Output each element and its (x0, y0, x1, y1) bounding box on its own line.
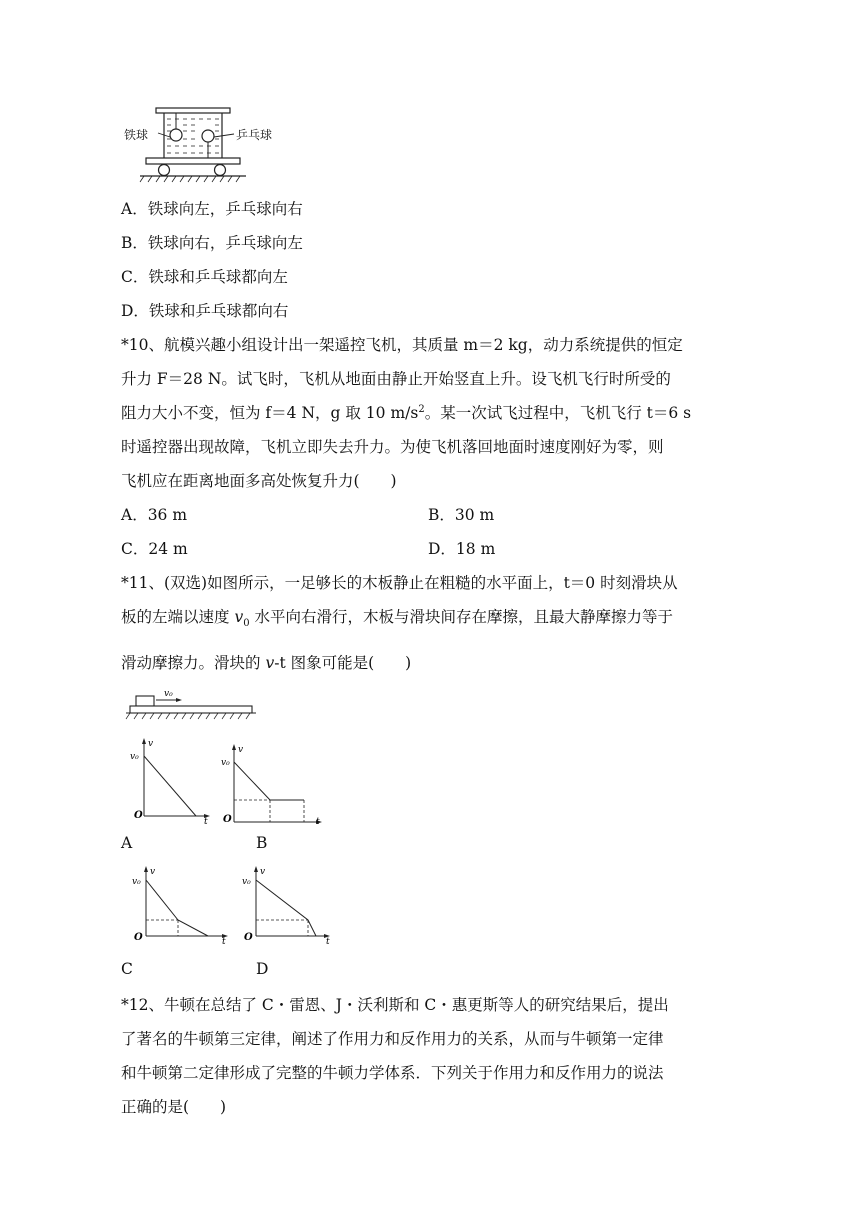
iron-ball-label: 铁球 (124, 128, 149, 142)
q9-option-c: C．铁球和乒乓球都向左 (121, 268, 288, 286)
svg-text:t: t (222, 937, 226, 947)
q12-line-3: 和牛顿第二定律形成了完整的牛顿力学体系．下列关于作用力和反作用力的说法 (121, 1064, 664, 1082)
q11-line-2: 板的左端以速度 $v_0$ 水平向右滑行，木板与滑块间存在摩擦，且最大静摩擦力等于 (121, 608, 674, 630)
q10-line-4: 时遥控器出现故障，飞机立即失去升力。为使飞机落回地面时速度刚好为零，则 (121, 438, 664, 456)
q10-line-5: 飞机应在距离地面多高处恢复升力( ) (121, 472, 397, 490)
graph-d (240, 864, 350, 954)
pingpong-ball-label: 乒乓球 (236, 128, 273, 142)
svg-text:v: v (150, 867, 156, 877)
q12-line-1: *12、牛顿在总结了 C・雷恩、J・沃利斯和 C・惠更斯等人的研究结果后，提出 (121, 996, 669, 1014)
graph-c (128, 864, 238, 954)
q10-option-a: A．36 m (121, 506, 188, 524)
svg-text:v₀: v₀ (221, 758, 230, 768)
graph-a (126, 736, 216, 826)
wooden-board (130, 706, 252, 713)
q12-line-4: 正确的是( ) (121, 1098, 227, 1116)
svg-text:v₀: v₀ (132, 877, 141, 887)
graph-d-label: D (256, 960, 269, 978)
q10-option-c: C．24 m (121, 540, 188, 558)
q12-line-2: 了著名的牛顿第三定律，阐述了作用力和反作用力的关系，从而与牛顿第一定律 (121, 1030, 664, 1048)
q10-option-d: D．18 m (428, 540, 496, 558)
q10-line-3: 阻力大小不变，恒为 f＝4 N，g 取 10 $m/s^2$。某一次试飞过程中，飞机飞行 t＝6 s (121, 403, 692, 422)
q11-line-1: *11、(双选)如图所示，一足够长的木板静止在粗糙的水平面上，t＝0 时刻滑块从 (121, 574, 678, 592)
q11-line-3: 滑动摩擦力。滑块的 v-t 图象可能是( ) (121, 654, 412, 672)
svg-text:v: v (148, 739, 154, 749)
svg-text:v₀: v₀ (130, 752, 139, 762)
svg-text:v: v (260, 867, 266, 877)
svg-text:O: O (134, 932, 143, 943)
graph-a-label: A (121, 834, 133, 852)
q9-option-a: A．铁球向左，乒乓球向右 (121, 200, 303, 218)
svg-text:v: v (238, 745, 244, 755)
svg-text:O: O (223, 814, 232, 825)
svg-text:v₀: v₀ (242, 877, 251, 887)
iron-ball (170, 129, 182, 141)
graph-b (218, 742, 328, 832)
q9-option-b: B．铁球向右，乒乓球向左 (121, 234, 303, 252)
graph-c-label: C (121, 960, 133, 978)
svg-text:O: O (134, 810, 143, 821)
pingpong-ball (202, 130, 214, 142)
graph-b-label: B (256, 834, 268, 852)
q9-option-d: D．铁球和乒乓球都向右 (121, 302, 289, 320)
board-slider-figure (126, 688, 256, 722)
q10-line-1: *10、航模兴趣小组设计出一架遥控飞机，其质量 m＝2 kg，动力系统提供的恒定 (121, 336, 683, 354)
cart-figure (138, 106, 278, 184)
svg-text:t: t (316, 817, 320, 827)
svg-text:t: t (326, 937, 330, 947)
q10-option-b: B．30 m (428, 506, 495, 524)
slider-block (136, 696, 154, 706)
svg-text:O: O (244, 932, 253, 943)
board-v0-label: v₀ (164, 689, 173, 699)
q10-line-2: 升力 F＝28 N。试飞时，飞机从地面由静止开始竖直上升。设飞机飞行时所受的 (121, 370, 671, 388)
svg-text:t: t (204, 817, 208, 827)
